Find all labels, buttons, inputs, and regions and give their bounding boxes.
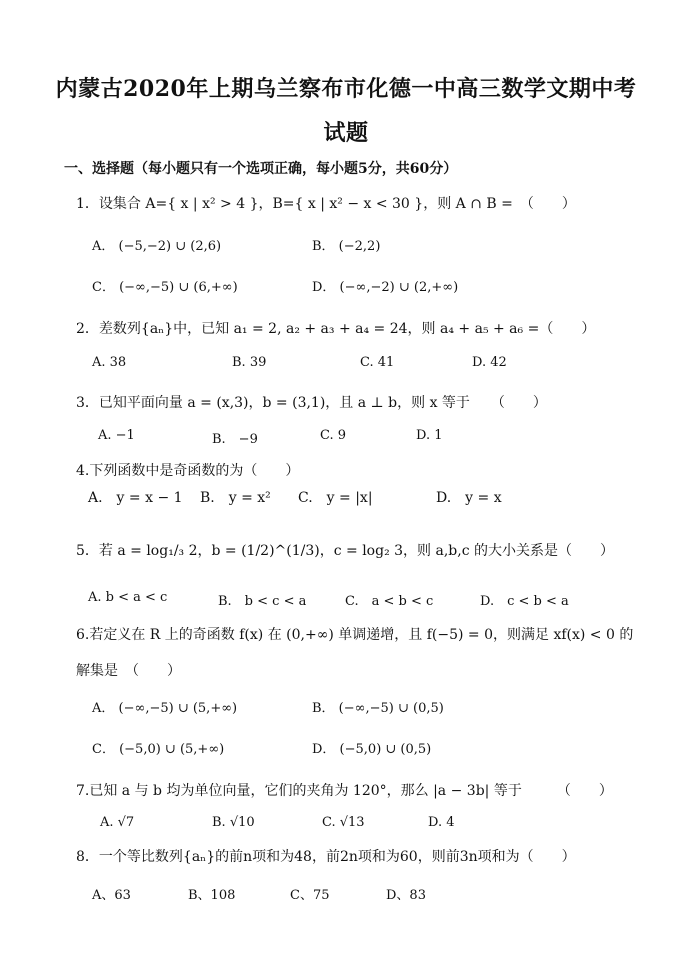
question-6-stem-continued: 解集是 （ ）	[76, 663, 181, 679]
q6-option-d: D． (−5,0) ∪ (0,5)	[312, 742, 432, 757]
exam-title-line1: 内蒙古2020年上期乌兰察布市化德一中高三数学文期中考	[55, 76, 637, 102]
q2-option-d: D. 42	[472, 355, 507, 370]
q4-option-d: D. y = x	[436, 490, 502, 506]
exam-title-line2: 试题	[323, 120, 369, 146]
section-heading: 一、选择题（每小题只有一个选项正确，每小题5分，共60分）	[64, 161, 458, 177]
q7-option-a: A. √7	[100, 815, 135, 830]
question-8-stem: 8．一个等比数列{aₙ}的前n项和为48，前2n项和为60，则前3n项和为（ ）	[76, 849, 576, 865]
q8-option-b: B、108	[188, 888, 236, 903]
q3-option-c: C. 9	[320, 428, 347, 443]
q4-option-b: B. y = x²	[200, 490, 271, 506]
q1-option-c: C． (−∞,−5) ∪ (6,+∞)	[92, 280, 238, 295]
q3-option-a: A. −1	[98, 428, 135, 443]
q3-option-b: B. −9	[212, 432, 258, 447]
q5-option-b: B. b < c < a	[218, 594, 307, 609]
q5-option-c: C. a < b < c	[345, 594, 434, 609]
question-5-stem: 5．若 a = log₁/₃ 2，b = (1/2)^(1/3)，c = log₂ 3，则 a,b,c 的大小关系是（ ）	[76, 543, 614, 559]
question-3-stem: 3．已知平面向量 a = (x,3)，b = (3,1)，且 a ⊥ b，则 x 等于 （ ）	[76, 395, 547, 411]
q7-option-d: D. 4	[428, 815, 455, 830]
q7-option-c: C. √13	[322, 815, 365, 830]
q8-option-a: A、63	[92, 888, 131, 903]
q2-option-a: A. 38	[92, 355, 127, 370]
q8-option-c: C、75	[290, 888, 330, 903]
q6-option-a: A． (−∞,−5) ∪ (5,+∞)	[92, 701, 238, 716]
question-6-stem: 6.若定义在 R 上的奇函数 f(x) 在 (0,+∞) 单调递增，且 f(−5) = 0，则满足 xf(x) < 0 的	[76, 627, 634, 643]
question-7-stem: 7.已知 a 与 b 均为单位向量，它们的夹角为 120°，那么 |a − 3b| 等于 （ ）	[76, 783, 613, 799]
q6-option-c: C． (−5,0) ∪ (5,+∞)	[92, 742, 225, 757]
q2-option-c: C. 41	[360, 355, 395, 370]
q4-option-c: C. y = |x|	[298, 490, 373, 506]
q6-option-b: B． (−∞,−5) ∪ (0,5)	[312, 701, 444, 716]
q5-option-d: D. c < b < a	[480, 594, 569, 609]
question-1-stem: 1．设集合 A={ x | x² > 4 }，B={ x | x² − x < 30 }，则 A ∩ B = （ ）	[76, 196, 576, 212]
q5-option-a: A. b < a < c	[88, 590, 168, 605]
q4-option-a: A. y = x − 1	[88, 490, 183, 506]
q1-option-b: B． (−2,2)	[312, 239, 381, 254]
question-4-stem: 4.下列函数中是奇函数的为（ ）	[76, 463, 300, 479]
q1-option-d: D． (−∞,−2) ∪ (2,+∞)	[312, 280, 459, 295]
question-2-stem: 2．差数列{aₙ}中，已知 a₁ = 2, a₂ + a₃ + a₄ = 24，则 a₄ + a₅ + a₆ =（ ）	[76, 321, 596, 337]
q8-option-d: D、83	[386, 888, 426, 903]
q7-option-b: B. √10	[212, 815, 255, 830]
q2-option-b: B. 39	[232, 355, 267, 370]
q1-option-a: A． (−5,−2) ∪ (2,6)	[92, 239, 222, 254]
q3-option-d: D. 1	[416, 428, 443, 443]
